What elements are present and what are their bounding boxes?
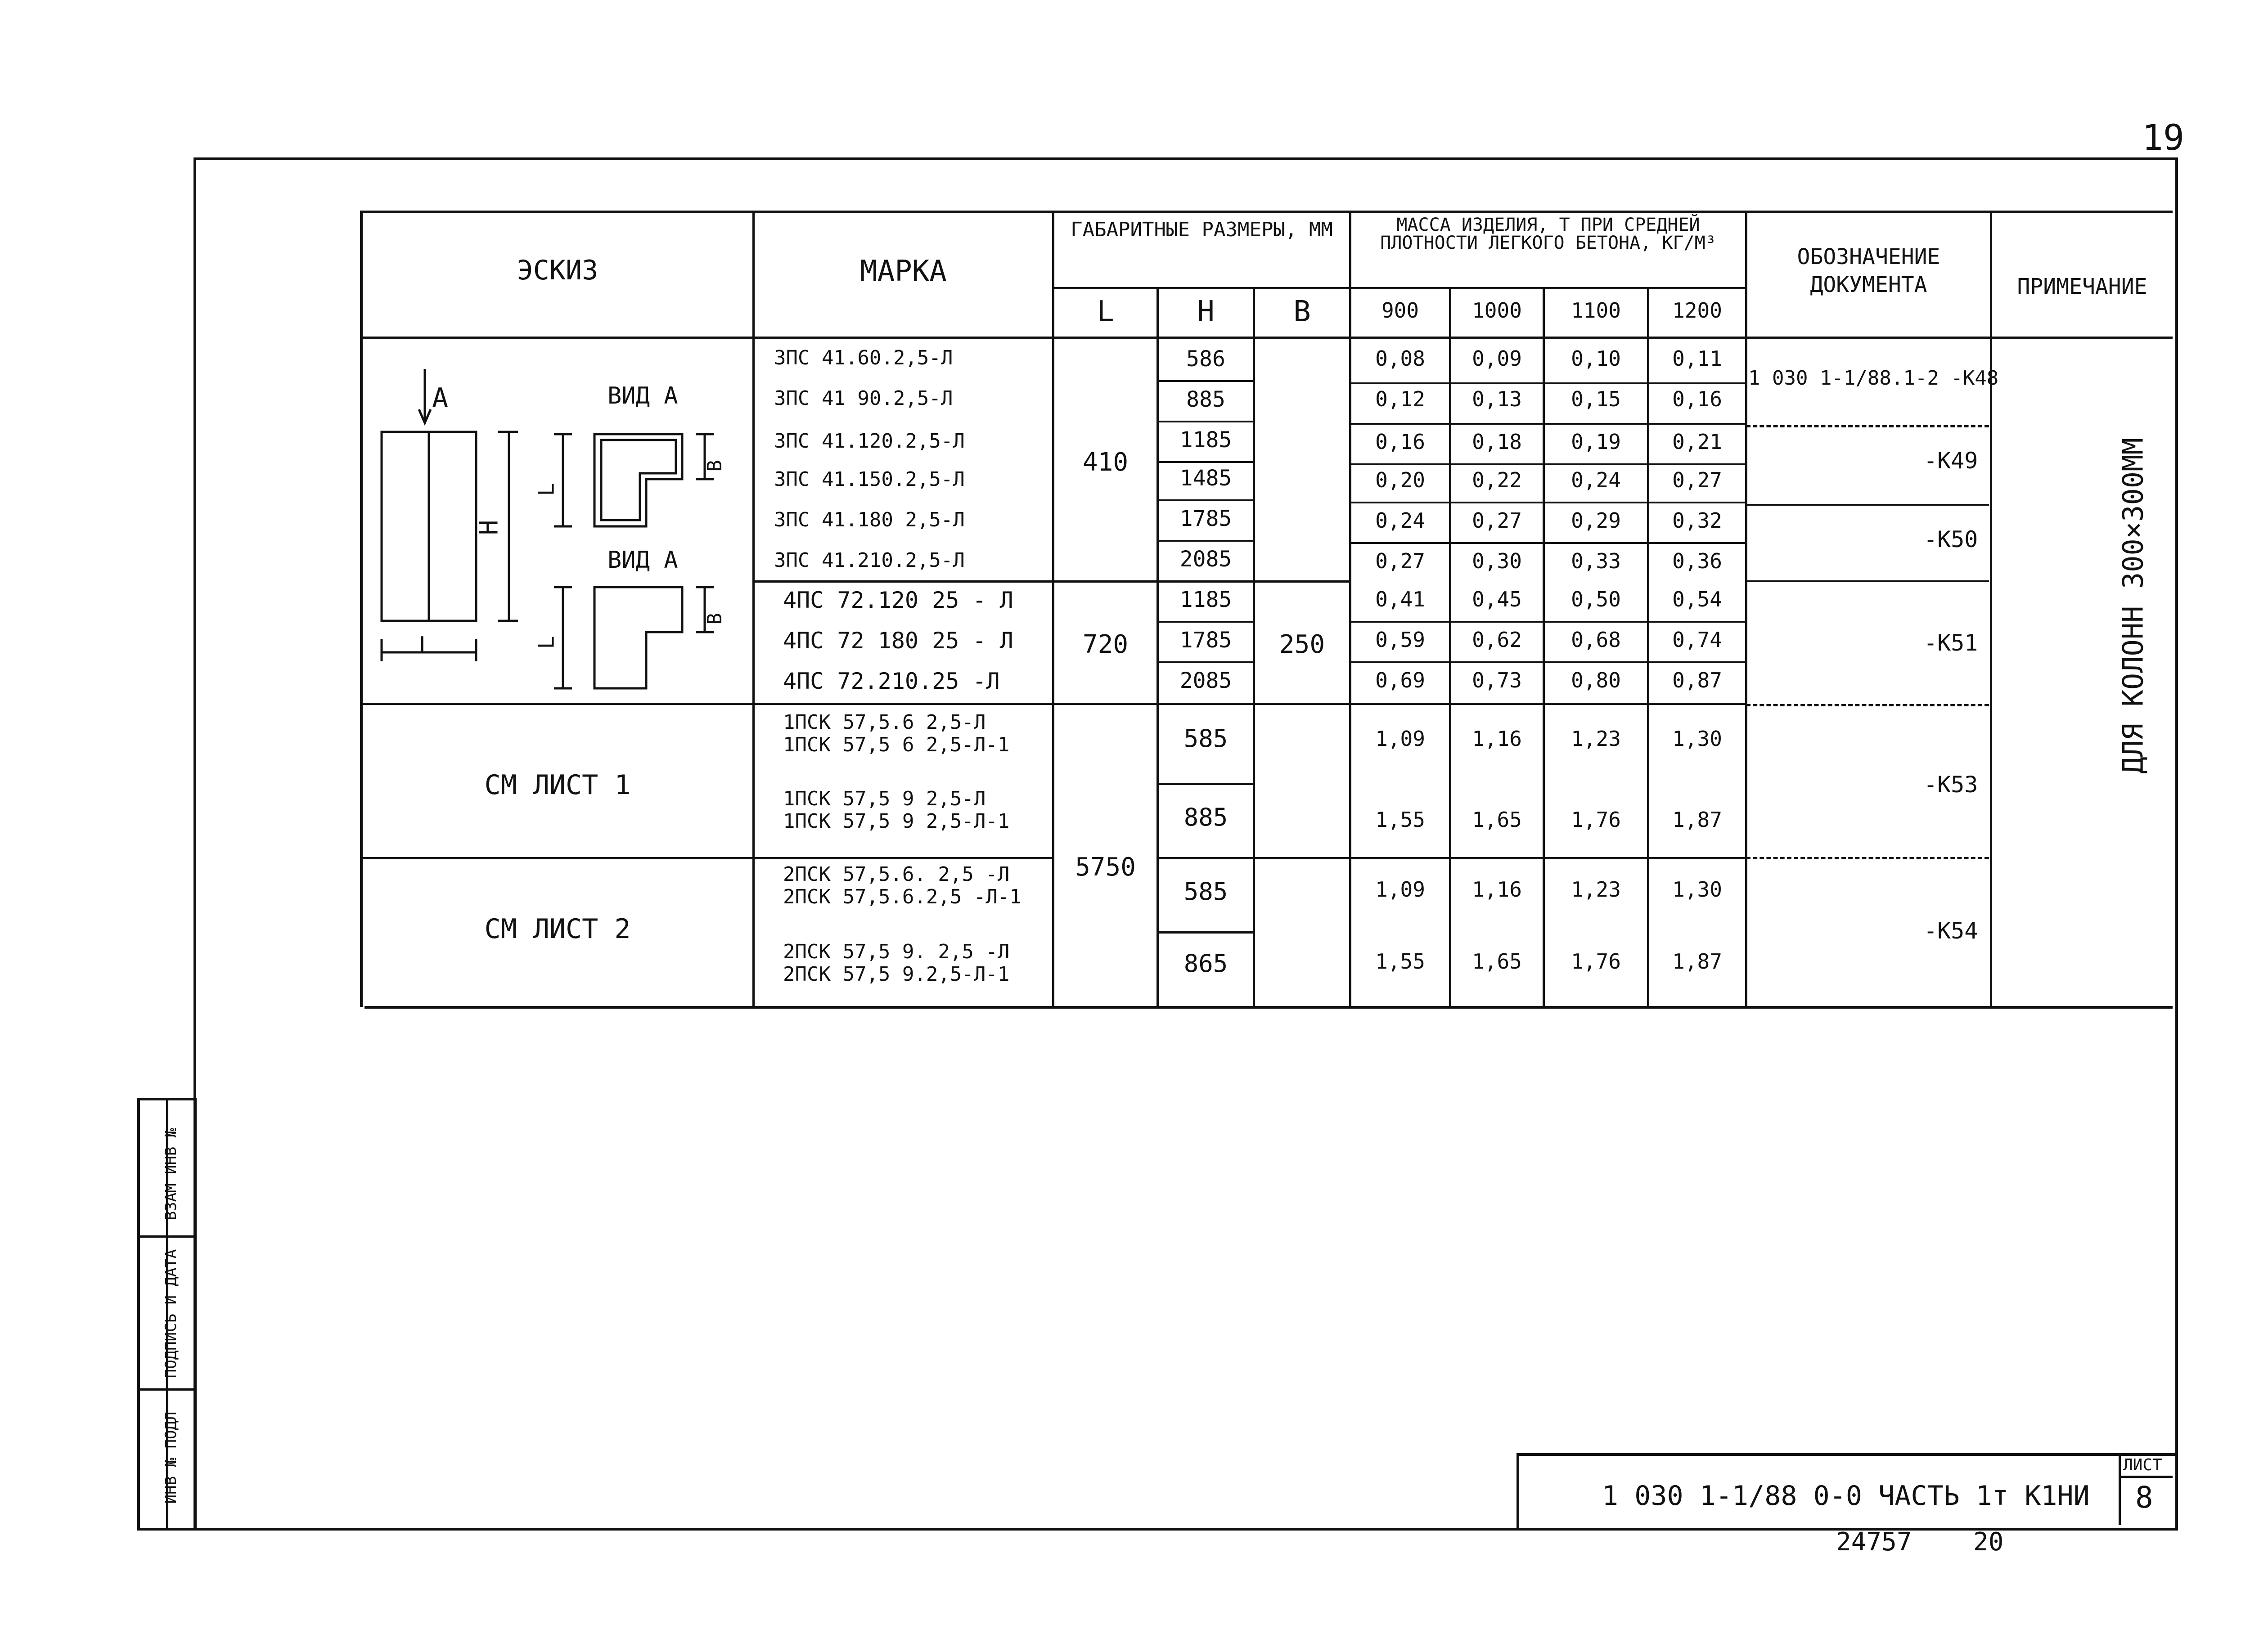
table-cell-mass: 0,54: [1672, 587, 1722, 611]
table-cell-mass: 0,73: [1472, 668, 1522, 692]
table-cell-H: 586: [1186, 346, 1225, 372]
header-note: ПРИМЕЧАНИЕ: [2017, 274, 2147, 299]
table-cell-mass: 0,27: [1672, 468, 1722, 492]
table-cell-H: 885: [1186, 387, 1225, 412]
table-cell-mass: 1,87: [1672, 808, 1722, 832]
table-cell-H: 585: [1184, 724, 1228, 753]
table-cell-H: 1785: [1179, 506, 1232, 531]
table-cell-mass: 0,30: [1472, 549, 1522, 573]
table-cell-mass: 1,09: [1375, 877, 1425, 902]
doc-k53: -К53: [1924, 772, 1978, 798]
sketch-B1-label: В: [703, 460, 726, 472]
table-cell-mass: 1,55: [1375, 949, 1425, 974]
header-dim-H: Н: [1197, 295, 1215, 328]
title-designation: 1 030 1-1/88 0-0 ЧАСТЬ 1т К1НИ: [1602, 1480, 2090, 1512]
table-bottom-border: [364, 1006, 2173, 1009]
stamp-vzam-inv: ВЗАМ ИНВ №: [162, 1128, 180, 1221]
doc-k48: 1 030 1-1/88.1-2 -К48: [1748, 367, 1999, 390]
table-row-mark: 4ПС 72.210.25 -Л: [783, 668, 1000, 694]
table-row-mark: 3ПС 41.210.2,5-Л: [774, 549, 965, 572]
table-cell-B-250: 250: [1279, 630, 1325, 659]
table-row-mark: 1ПСК 57,5 9 2,5-Л: [783, 787, 986, 810]
doc-k50: -К50: [1924, 526, 1978, 552]
table-cell-mass: 1,76: [1571, 808, 1621, 832]
table-cell-mass: 0,10: [1571, 346, 1621, 371]
table-cell-mass: 0,09: [1472, 346, 1522, 371]
table-cell-mass: 0,69: [1375, 668, 1425, 692]
table-cell-mass: 0,24: [1571, 468, 1621, 492]
header-mark: МАРКА: [860, 255, 947, 288]
table-cell-H: 1785: [1179, 628, 1232, 653]
sketch-arrow-a: А: [432, 382, 449, 414]
table-cell-mass: 0,24: [1375, 508, 1425, 533]
table-cell-mass: 0,15: [1571, 387, 1621, 411]
table-cell-mass: 1,76: [1571, 949, 1621, 974]
sketch-view-a-1: ВИД А: [608, 382, 678, 409]
table-cell-mass: 0,68: [1571, 628, 1621, 652]
table-row-mark: 3ПС 41.120.2,5-Л: [774, 430, 965, 453]
table-cell-mass: 0,45: [1472, 587, 1522, 611]
table-cell-mass: 0,80: [1571, 668, 1621, 692]
table-cell-mass: 0,74: [1672, 628, 1722, 652]
header-sketch: ЭСКИЗ: [517, 255, 598, 286]
table-cell-mass: 1,16: [1472, 727, 1522, 751]
header-dim-B: В: [1293, 295, 1311, 328]
table-cell-L-410: 410: [1082, 448, 1129, 477]
header-density-1100: 1100: [1571, 298, 1621, 323]
table-cell-H: 1185: [1179, 427, 1232, 453]
table-cell-mass: 0,41: [1375, 587, 1425, 611]
sketch-view-a-2: ВИД А: [608, 547, 678, 574]
footer-archive-number: 24757: [1836, 1527, 1912, 1557]
table-cell-mass: 0,11: [1672, 346, 1722, 371]
table-cell-mass: 0,22: [1472, 468, 1522, 492]
table-cell-mass: 1,23: [1571, 877, 1621, 902]
sketch-B2-label: В: [703, 613, 726, 625]
table-cell-mass: 0,62: [1472, 628, 1522, 652]
header-dims: ГАБАРИТНЫЕ РАЗМЕРЫ, ММ: [1071, 218, 1333, 241]
title-sheet-label: ЛИСТ: [2123, 1456, 2162, 1474]
table-row-mark: 3ПС 41.180 2,5-Л: [774, 508, 965, 531]
table-cell-mass: 0,27: [1472, 508, 1522, 533]
title-sheet-number: 8: [2135, 1480, 2153, 1515]
table-row-mark: 1ПСК 57,5.6 2,5-Л: [783, 711, 986, 734]
table-cell-H: 865: [1184, 949, 1228, 978]
table-cell-mass: 1,65: [1472, 808, 1522, 832]
header-density-1000: 1000: [1472, 298, 1522, 323]
table-header-bottom: [360, 337, 2173, 339]
table-cell-L-720: 720: [1082, 630, 1129, 659]
footer-page-number: 20: [1973, 1527, 2004, 1557]
sketch-L2-label: L: [534, 483, 559, 496]
table-cell-H: 1185: [1179, 587, 1232, 612]
table-row-mark: 4ПС 72.120 25 - Л: [783, 587, 1013, 613]
table-cell-mass: 1,09: [1375, 727, 1425, 751]
table-cell-H: 1485: [1179, 466, 1232, 491]
table-cell-mass: 0,16: [1672, 387, 1722, 411]
table-cell-mass: 1,30: [1672, 877, 1722, 902]
table-row-mark: 4ПС 72 180 25 - Л: [783, 628, 1013, 654]
header-dim-L: L: [1097, 295, 1114, 328]
table-cell-mass: 0,59: [1375, 628, 1425, 652]
table-row-mark: 1ПСК 57,5 6 2,5-Л-1: [783, 733, 1010, 756]
table-cell-mass: 0,33: [1571, 549, 1621, 573]
stamp-signature-date: ПОДПИСЬ И ДАТА: [162, 1249, 180, 1378]
table-cell-H: 885: [1184, 803, 1228, 831]
table-cell-mass: 0,21: [1672, 430, 1722, 454]
table-cell-H: 2085: [1179, 547, 1232, 572]
table-cell-mass: 0,18: [1472, 430, 1522, 454]
table-cell-mass: 0,32: [1672, 508, 1722, 533]
table-cell-mass: 0,27: [1375, 549, 1425, 573]
table-cell-mass: 0,29: [1571, 508, 1621, 533]
table-cell-mass: 1,16: [1472, 877, 1522, 902]
see-sheet-1: СМ ЛИСТ 1: [484, 769, 631, 801]
table-cell-mass: 0,12: [1375, 387, 1425, 411]
table-cell-mass: 0,19: [1571, 430, 1621, 454]
table-cell-mass: 0,13: [1472, 387, 1522, 411]
table-cell-H: 2085: [1179, 668, 1232, 693]
table-row-mark: 2ПСК 57,5.6.2,5 -Л-1: [783, 885, 1022, 908]
doc-k49: -К49: [1924, 448, 1978, 474]
table-row-mark: 3ПС 41 90.2,5-Л: [774, 387, 953, 410]
header-density-1200: 1200: [1672, 298, 1722, 323]
header-doc: ОБОЗНАЧЕНИЕ ДОКУМЕНТА: [1797, 244, 1940, 298]
note-text: ДЛЯ КОЛОНН 300×300ММ: [2116, 438, 2150, 774]
table-row-mark: 2ПСК 57,5 9. 2,5 -Л: [783, 940, 1010, 963]
table-cell-L-5750: 5750: [1075, 853, 1136, 882]
table-row-mark: 1ПСК 57,5 9 2,5-Л-1: [783, 810, 1010, 833]
page-number: 19: [2142, 118, 2184, 158]
doc-k54: -К54: [1924, 918, 1978, 944]
header-density-900: 900: [1381, 298, 1419, 323]
table-cell-mass: 0,87: [1672, 668, 1722, 692]
table-cell-mass: 1,65: [1472, 949, 1522, 974]
table-cell-mass: 0,50: [1571, 587, 1621, 611]
table-cell-mass: 1,55: [1375, 808, 1425, 832]
sketch-L-label: L: [418, 632, 433, 659]
header-mass: МАССА ИЗДЕЛИЯ, Т ПРИ СРЕДНЕЙ ПЛОТНОСТИ ЛЕГКОГО БЕТОНА, КГ/М³: [1380, 215, 1716, 253]
see-sheet-2: СМ ЛИСТ 2: [484, 913, 631, 945]
table-cell-mass: 0,08: [1375, 346, 1425, 371]
stamp-inv-podl: ИНВ № ПОДЛ: [162, 1411, 180, 1504]
table-cell-mass: 0,36: [1672, 549, 1722, 573]
table-cell-mass: 1,30: [1672, 727, 1722, 751]
table-row-mark: 2ПСК 57,5.6. 2,5 -Л: [783, 863, 1010, 886]
sketch-L3-label: L: [534, 636, 559, 649]
sketch-H-label: Н: [474, 520, 504, 535]
table-cell-mass: 0,20: [1375, 468, 1425, 492]
table-row-mark: 3ПС 41.150.2,5-Л: [774, 468, 965, 491]
doc-k51: -К51: [1924, 630, 1978, 656]
table-row-mark: 2ПСК 57,5 9.2,5-Л-1: [783, 963, 1010, 986]
table-cell-mass: 1,23: [1571, 727, 1621, 751]
table-top-border: [360, 211, 2173, 213]
table-cell-H: 585: [1184, 877, 1228, 906]
table-cell-mass: 1,87: [1672, 949, 1722, 974]
table-row-mark: 3ПС 41.60.2,5-Л: [774, 346, 953, 369]
table-cell-mass: 0,16: [1375, 430, 1425, 454]
